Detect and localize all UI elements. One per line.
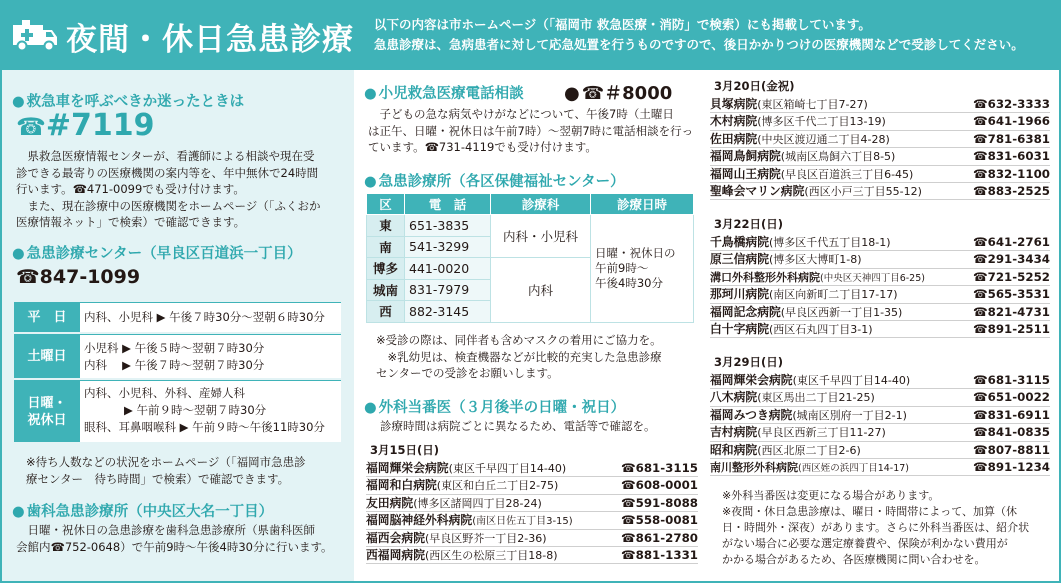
list-item: 福西会病院(早良区野芥一丁目2-36) ☎861-2780	[366, 530, 698, 547]
phone-cell: 882-3145	[405, 301, 491, 323]
emergency-center-phone: ☎847-1099	[16, 266, 141, 288]
right-column	[702, 70, 1059, 581]
clinic-table	[366, 193, 694, 323]
list-item: 千鳥橋病院(博多区千代五丁目18-1) ☎641-2761	[710, 234, 1050, 251]
phone-cell: 441-0020	[405, 258, 491, 280]
ambulance-call-heading: ● 救急車を呼ぶべきか迷ったときは	[12, 90, 244, 111]
list-item: 溝口外科整形外科病院(中央区天神四丁目6-25) ☎721-5252	[710, 269, 1050, 286]
column-header: 電 話	[405, 194, 491, 215]
date-heading: 3月29日(日)	[714, 355, 784, 369]
header-note: 急患診療は、急病患者に対して応急処置を行うものですので、後日かかりつけの医療機関などで受診してください。	[374, 37, 1024, 52]
list-item: 佐田病院(中央区渡辺通二丁目4-28) ☎781-6381	[710, 131, 1050, 148]
schedule-text: 小児科 ▶ 午後５時〜翌朝７時30分 内科 ▶ 午後７時〜翌朝７時30分	[84, 341, 265, 372]
list-item: 昭和病院(西区北原二丁目2-6) ☎807-8811	[710, 442, 1050, 459]
left-column	[2, 70, 354, 581]
list-item: 福岡山王病院(早良区百道浜三丁目6-45) ☎832-1100	[710, 166, 1050, 183]
schedule-saturday	[14, 334, 341, 378]
child-phone-text: 子どもの急な病気やけがなどについて、午後7時（土曜日 は正午、日曜・祝休日は午前7時）〜翌朝7時に電話相談を行っ ています。☎731-4119でも受け付けます。	[368, 107, 694, 154]
schedule-label: 平 日	[14, 303, 80, 332]
table-header	[367, 194, 694, 215]
list-item: 友田病院(博多区諸岡四丁目28-24) ☎591-8088	[366, 495, 698, 512]
hospital-list	[710, 372, 1050, 476]
ward-cell: 東	[367, 215, 405, 237]
ward-cell: 西	[367, 301, 405, 323]
page-title: 夜間・休日急患診療	[66, 22, 354, 58]
clinics-heading: ● 急患診療所（各区保健福祉センター）	[364, 170, 625, 191]
child-phone-heading: ● 小児救急医療電話相談	[364, 82, 524, 103]
list-item: 西福岡病院(西区生の松原三丁目18-8) ☎881-1331	[366, 547, 698, 564]
phone-cell: 651-3835	[405, 215, 491, 237]
list-item: 白十字病院(西区石丸四丁目3-1) ☎891-2511	[710, 321, 1050, 338]
list-item: 福岡脳神経外科病院(南区日佐五丁目3-15) ☎558-0081	[366, 512, 698, 529]
dental-text: 日曜・祝休日の急患診療を歯科急患診療所（県歯科医師 会館内☎752-0648）で午前9時〜午後4時30分に行います。	[16, 523, 333, 554]
emergency-center-note: ※待ち人数などの状況をホームページ（「福岡市急患診 療センター 待ち時間」で検索）で確認できます。	[26, 455, 306, 486]
header-note: 以下の内容は市ホームページ（「福岡市 救急医療・消防」で検索）にも掲載しています。	[374, 17, 871, 32]
column-header: 区	[367, 194, 405, 215]
ward-cell: 博多	[367, 258, 405, 280]
surgery-intro: 診療時間は病院ごとに異なるため、電話等で確認を。	[380, 419, 656, 433]
clinics-note: ※受診の際は、同伴者も含めマスクの着用にご協力を。 ※乳幼児は、検査機器などが比較的充実した急患診療 センターでの受診をお願いします。	[376, 333, 662, 380]
header-notes	[374, 15, 1024, 55]
list-item: 福岡みつき病院(城南区別府一丁目2-1) ☎831-6911	[710, 407, 1050, 424]
column-header: 診療日時	[591, 194, 694, 215]
phone-icon: ☎	[16, 113, 46, 141]
hospital-list	[710, 234, 1050, 338]
date-heading: 3月22日(日)	[714, 217, 784, 231]
dept-cell: 内科・小児科	[491, 215, 591, 258]
hospital-list	[710, 96, 1050, 200]
ward-cell: 城南	[367, 279, 405, 301]
date-heading: 3月15日(日)	[370, 443, 440, 457]
list-item: 貝塚病院(東区箱崎七丁目7-27) ☎632-3333	[710, 96, 1050, 113]
surgery-heading: ● 外科当番医（３月後半の日曜・祝日）	[364, 396, 625, 417]
schedule-label: 土曜日	[14, 335, 80, 378]
dental-heading: ● 歯科急患診療所（中央区大名一丁目）	[12, 500, 273, 521]
date-heading: 3月20日(金祝)	[714, 79, 795, 93]
list-item: 吉村病院(早良区西新三丁目11-27) ☎841-0835	[710, 424, 1050, 441]
ambulance-icon	[12, 18, 58, 52]
consult-number: ☎#7119	[16, 108, 155, 143]
list-item: 那珂川病院(南区向新町二丁目17-17) ☎565-3531	[710, 286, 1050, 303]
list-item: 福岡記念病院(早良区西新一丁目1-35) ☎821-4731	[710, 304, 1050, 321]
schedule-weekday	[14, 302, 341, 332]
list-item: 原三信病院(博多区大博町1-8) ☎291-3434	[710, 251, 1050, 268]
ward-cell: 南	[367, 236, 405, 258]
table-row	[367, 215, 694, 237]
phone-cell: 831-7979	[405, 279, 491, 301]
list-item: 聖峰会マリン病院(西区小戸三丁目55-12) ☎883-2525	[710, 183, 1050, 200]
list-item: 八木病院(東区馬出二丁目21-25) ☎651-0022	[710, 389, 1050, 406]
dept-cell: 内科	[491, 258, 591, 323]
schedule-holiday	[14, 380, 341, 442]
header-banner	[2, 2, 1059, 70]
list-item: 木村病院(博多区千代二丁目13-19) ☎641-1966	[710, 113, 1050, 130]
schedule-text: 内科、小児科 ▶ 午後７時30分〜翌朝６時30分	[84, 310, 325, 324]
column-header: 診療科	[491, 194, 591, 215]
surgery-notes: ※外科当番医は変更になる場合があります。 ※夜間・休日急患診療は、曜日・時間帯によって、加算（休 日・時間外・深夜）があります。さらに外科当番医は、紹介状 がない場合に必要な選定療養費や、保険が利かない費用が かかる場合があるため、各医療機関に問い合わせを。	[722, 489, 1030, 566]
child-phone-number: ● ☎＃8000	[564, 79, 672, 105]
hours-cell: 日曜・祝休日の 午前9時〜 午後4時30分	[591, 215, 694, 323]
hospital-list	[366, 460, 698, 564]
emergency-center-heading: ● 急患診療センター（早良区百道浜一丁目）	[12, 242, 302, 263]
list-item: 南川整形外科病院(西区姪の浜四丁目14-17) ☎891-1234	[710, 459, 1050, 476]
list-item: 福岡鳥飼病院(城南区鳥飼六丁目8-5) ☎831-6031	[710, 148, 1050, 165]
list-item: 福岡輝栄会病院(東区千早四丁目14-40) ☎681-3115	[710, 372, 1050, 389]
schedule-label: 日曜・ 祝休日	[14, 381, 80, 442]
ambulance-call-text: 県救急医療情報センターが、看護師による相談や現在受 診できる最寄りの医療機関の案内等を、年中無休で24時間 行います。☎471-0099でも受け付けます。 また、現在診療中の医療機関をホームページ（「ふくおか 医療情報ネット」で検索）で確認できます。	[16, 149, 321, 229]
middle-column	[354, 70, 702, 581]
list-item: 福岡輝栄会病院(東区千早四丁目14-40) ☎681-3115	[366, 460, 698, 477]
schedule-text: 内科、小児科、外科、産婦人科 ▶ 午前９時〜翌朝７時30分 眼科、耳鼻咽喉科 ▶ 午前９時〜午後11時30分	[84, 386, 325, 434]
list-item: 福岡和白病院(東区和白丘二丁目2-75) ☎608-0001	[366, 477, 698, 494]
phone-cell: 541-3299	[405, 236, 491, 258]
